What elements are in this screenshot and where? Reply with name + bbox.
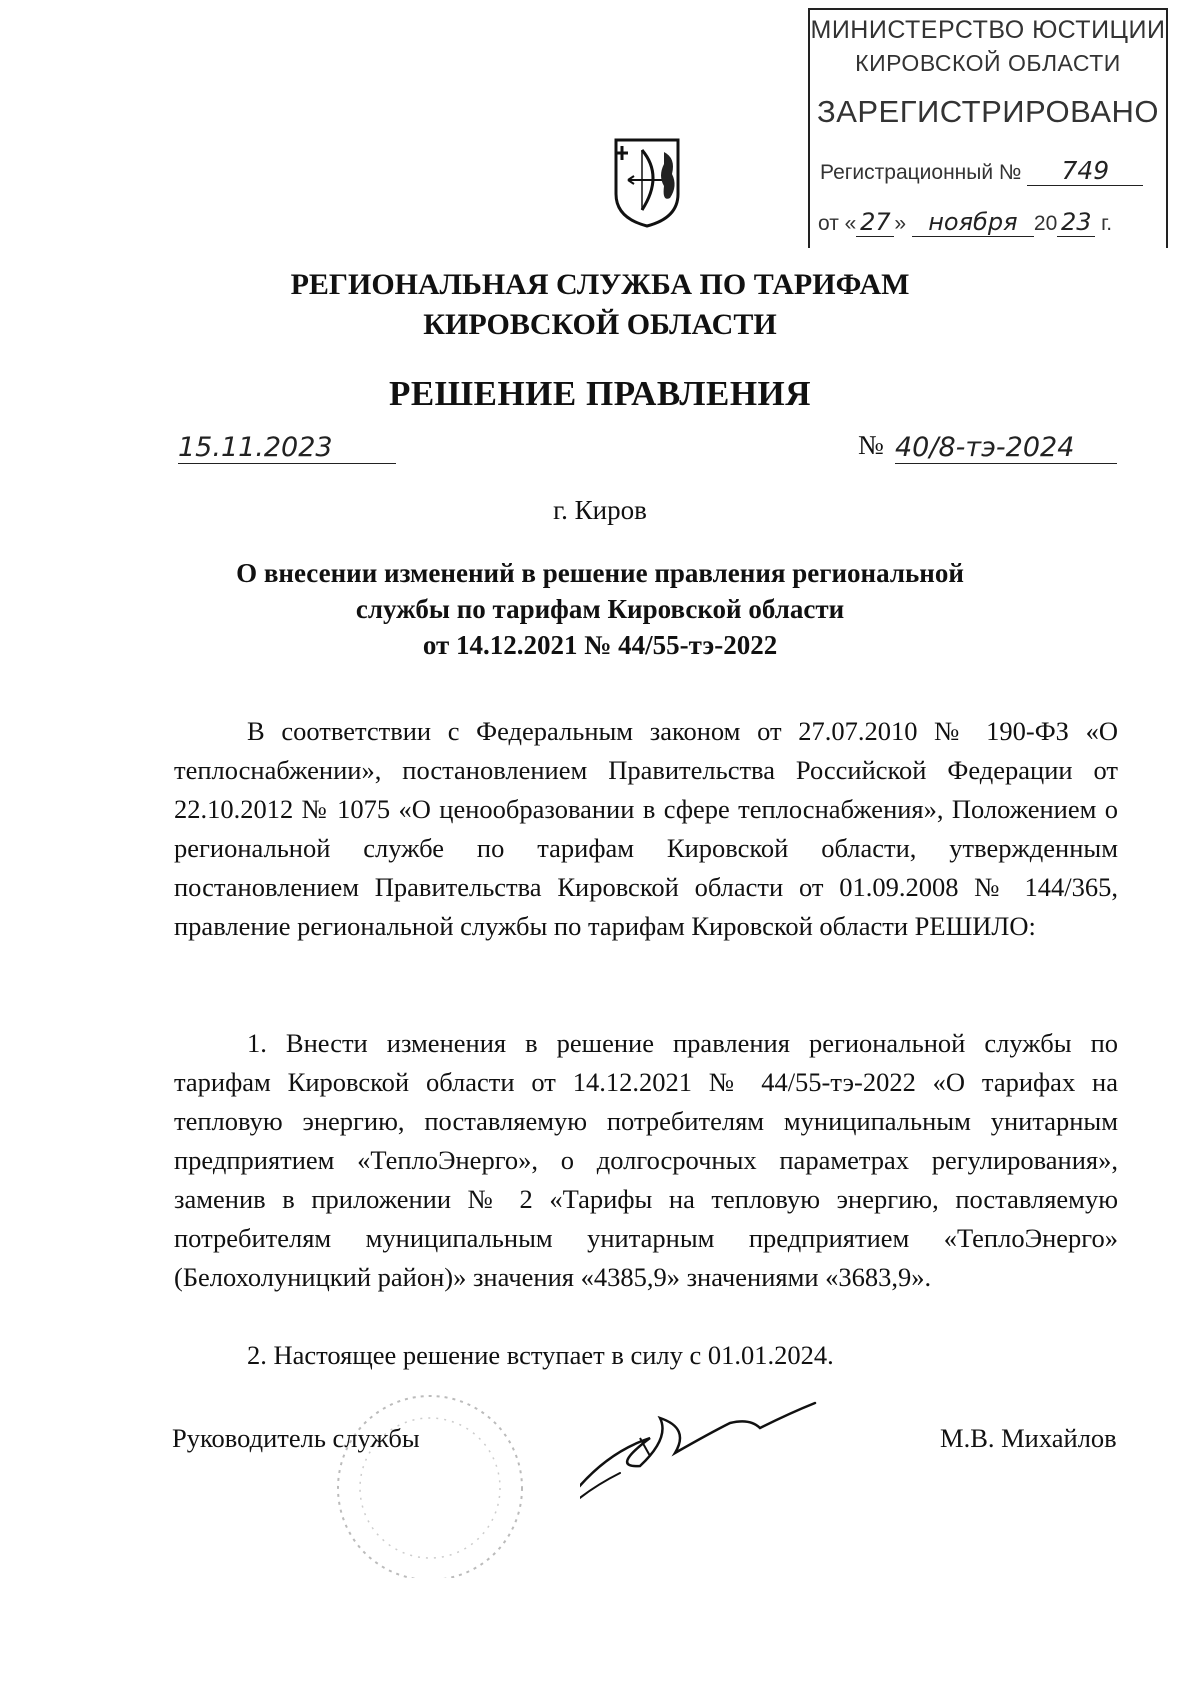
stamp-date-year-prefix: 20	[1033, 212, 1058, 235]
city: г. Киров	[553, 495, 647, 525]
stamp-date-mid: »	[894, 212, 907, 235]
stamp-registered: ЗАРЕГИСТРИРОВАНО	[816, 94, 1159, 129]
paragraph-item-1: 1. Внести изменения в решение правления региональной службы по тарифам Кировской области от 14.12.2021 № 44/55-тэ-2022 «О тарифах на тепловую энергию, поставляемую потребителям муниципальным унитарным предприятием «ТеплоЭнерго», о долгосрочных параметрах регулирования», заменив в приложении № 2 «Тарифы на тепловую энергию, поставляемую потребителям муниципальным унитарным предприятием «ТеплоЭнерго» (Белохолуницкий район)» значения «4385,9» значениями «3683,9».	[174, 1028, 1118, 1292]
number-sign: №	[858, 430, 884, 460]
stamp-date-day: 27	[856, 208, 894, 237]
stamp-date-row	[818, 208, 1174, 237]
stamp-reg-number: 749	[1027, 156, 1143, 186]
official-seal	[320, 1378, 560, 1578]
subject-line1: О внесении изменений в решение правления региональной	[236, 558, 964, 588]
document-title: РЕШЕНИЕ ПРАВЛЕНИЯ	[388, 374, 812, 413]
handwritten-signature	[580, 1378, 900, 1558]
stamp-region: КИРОВСКОЙ ОБЛАСТИ	[855, 50, 1121, 76]
signer-role: Руководитель службы	[172, 1423, 420, 1453]
registration-stamp	[808, 8, 1168, 248]
organization-name-line1: РЕГИОНАЛЬНАЯ СЛУЖБА ПО ТАРИФАМ	[290, 268, 910, 301]
signer-name: М.В. Михайлов	[940, 1423, 1117, 1453]
stamp-date-month: ноября	[912, 208, 1034, 237]
stamp-date-suffix: г.	[1101, 212, 1113, 235]
paragraph-item-2: 2. Настоящее решение вступает в силу с 01.01.2024.	[247, 1340, 834, 1370]
subject-line2: службы по тарифам Кировской области	[355, 594, 845, 624]
organization-name-line2: КИРОВСКОЙ ОБЛАСТИ	[423, 308, 777, 341]
paragraph-preamble: В соответствии с Федеральным законом от 27.07.2010 № 190-ФЗ «О теплоснабжении», постановлением Правительства Российской Федерации от 22.10.2012 № 1075 «О ценообразовании в сфере теплоснабжения», Положением о региональной службе по тарифам Кировской области, утвержденным постановлением Правительства Кировской области от 01.09.2008 № 144/365, правление региональной службы по тарифам Кировской области РЕШИЛО:	[174, 716, 1118, 941]
stamp-date-prefix: от «	[818, 212, 857, 235]
coat-of-arms-icon	[612, 136, 682, 229]
decision-date: 15.11.2023	[178, 432, 396, 464]
stamp-ministry: МИНИСТЕРСТВО ЮСТИЦИИ	[810, 16, 1166, 44]
stamp-date-year: 23	[1057, 208, 1095, 237]
stamp-reg-number-row	[820, 156, 1176, 186]
decision-number: 40/8-тэ-2024	[895, 432, 1117, 464]
subject-line3: от 14.12.2021 № 44/55-тэ-2022	[422, 630, 778, 660]
stamp-reg-label: Регистрационный №	[820, 161, 1022, 184]
